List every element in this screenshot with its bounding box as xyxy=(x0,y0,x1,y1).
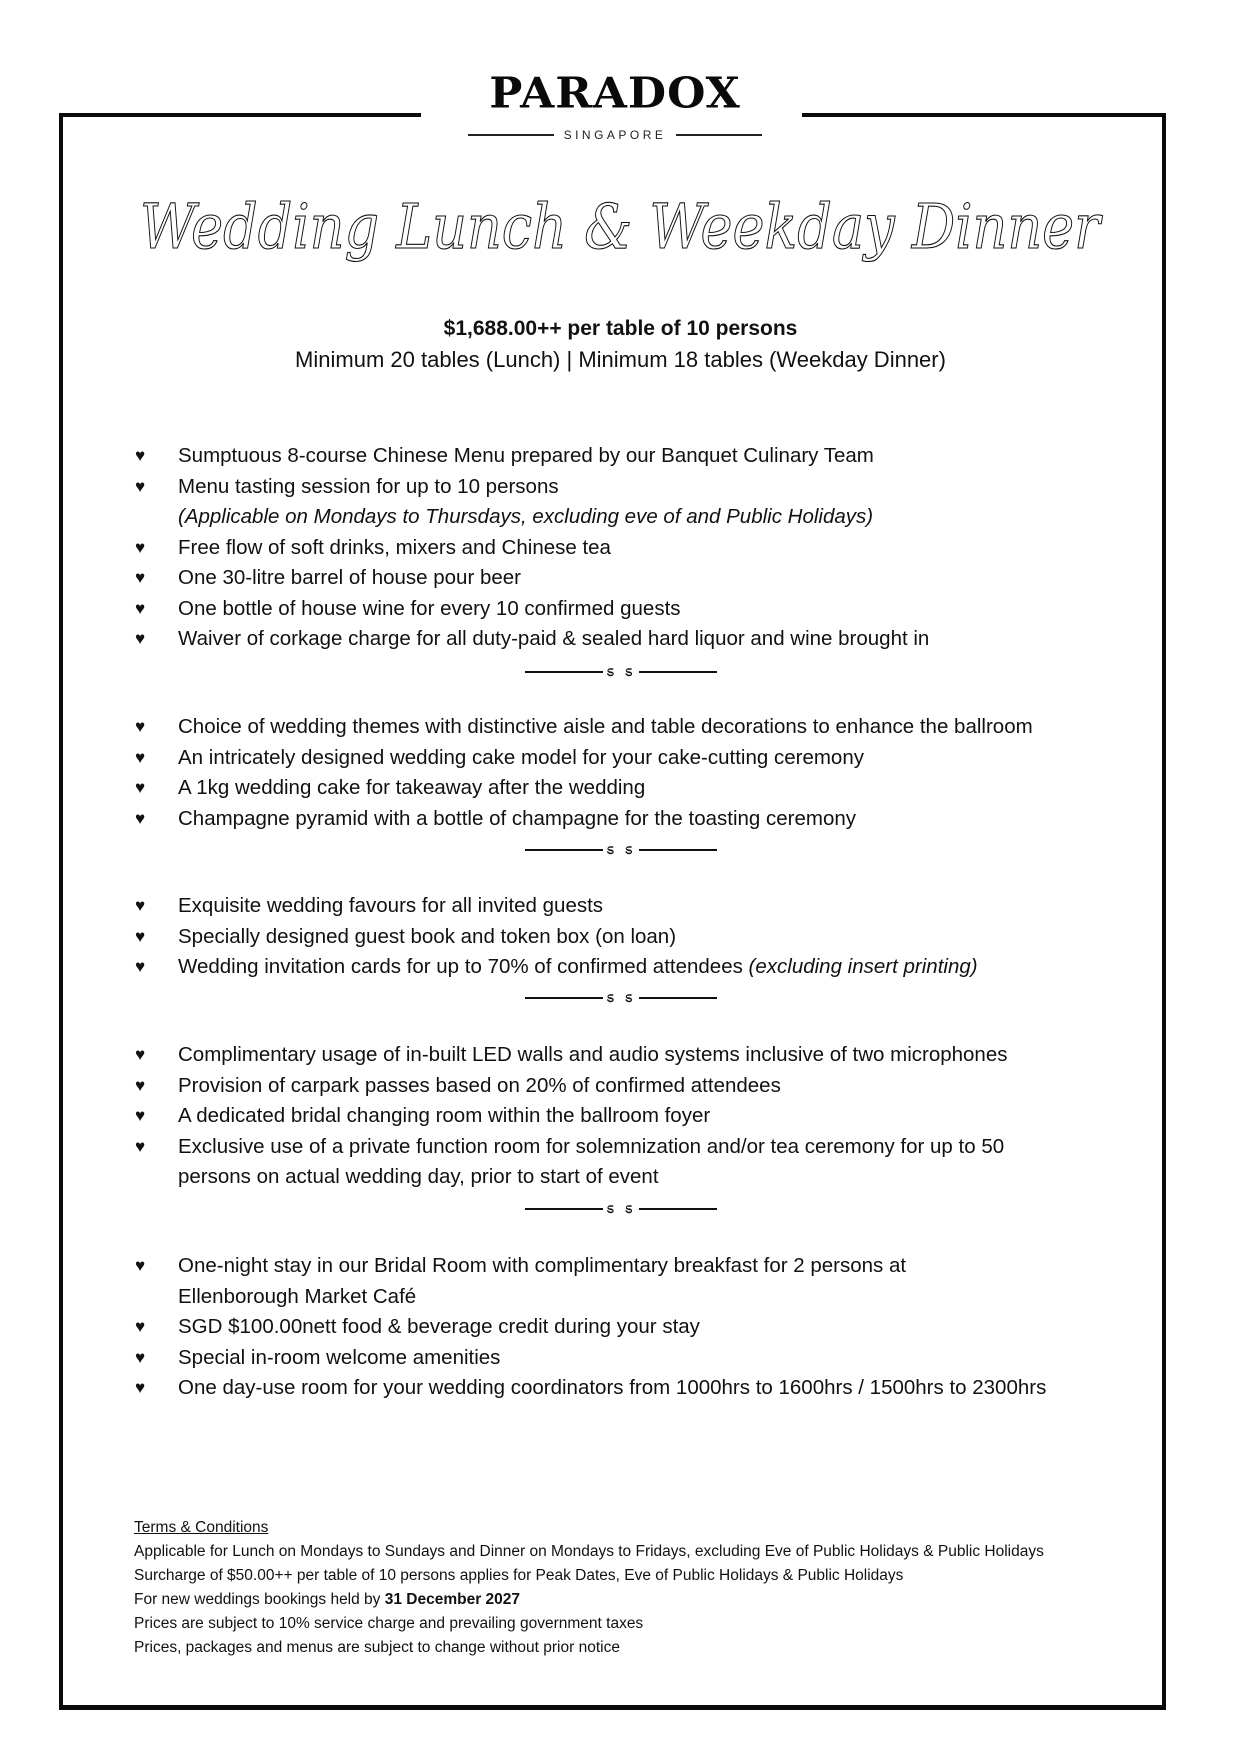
list-item: ♥ Specially designed guest book and token box (on loan) xyxy=(130,922,1140,953)
price-line: $1,688.00++ per table of 10 persons xyxy=(443,317,798,340)
heart-icon: ♥ xyxy=(135,957,146,976)
section-divider xyxy=(525,990,717,1006)
inclusions-group-facilities xyxy=(130,1040,1140,1193)
section-divider xyxy=(525,664,717,680)
flourish-divider-icon: ಽ ಽ xyxy=(606,990,636,1006)
terms-and-conditions xyxy=(134,1516,1154,1660)
inclusions-group-favours xyxy=(130,891,1140,983)
list-item: ♥ Exclusive use of a private function room for solemnization and/or tea ceremony for up to 50 xyxy=(130,1132,1140,1163)
inclusions-group-accommodation xyxy=(130,1251,1140,1404)
brand-location-row xyxy=(440,128,790,142)
list-item: ♥ Wedding invitation cards for up to 70% of confirmed attendees (excluding insert printing) xyxy=(130,952,1140,983)
heart-icon: ♥ xyxy=(135,1347,146,1367)
heart-icon: ♥ xyxy=(135,1317,146,1336)
script-title-graphic xyxy=(100,170,1140,290)
logo-rule-right xyxy=(676,134,762,136)
heart-icon: ♥ xyxy=(135,1256,146,1275)
frame-top-left-rule xyxy=(59,113,421,117)
heart-icon: ♥ xyxy=(135,1106,146,1125)
list-item: ♥ Exquisite wedding favours for all invited guests xyxy=(130,891,1140,922)
terms-line: Applicable for Lunch on Mondays to Sundays and Dinner on Mondays to Fridays, excluding Eve of Public Holidays & Public Holidays xyxy=(134,1543,1044,1560)
heart-icon: ♥ xyxy=(135,568,146,587)
heart-icon: ♥ xyxy=(135,778,146,797)
heart-icon: ♥ xyxy=(135,537,146,557)
list-item: ♥ Sumptuous 8-course Chinese Menu prepared by our Banquet Culinary Team xyxy=(130,441,1140,472)
list-item: ♥ A 1kg wedding cake for takeaway after the wedding xyxy=(130,773,1140,804)
flourish-divider-icon: ಽ ಽ xyxy=(606,1201,636,1217)
list-item-continuation: Ellenborough Market Café xyxy=(178,1284,417,1308)
heart-icon: ♥ xyxy=(135,747,146,767)
heart-icon: ♥ xyxy=(135,598,146,618)
inclusions-group-food-beverage xyxy=(130,441,1140,655)
list-item: ♥ One 30-litre barrel of house pour beer xyxy=(130,563,1140,594)
list-item: ♥ Provision of carpark passes based on 20% of confirmed attendees xyxy=(130,1071,1140,1102)
logo-rule-left xyxy=(468,134,554,136)
list-item: ♥ An intricately designed wedding cake model for your cake-cutting ceremony xyxy=(130,743,1140,774)
list-item: ♥ Free flow of soft drinks, mixers and Chinese tea xyxy=(130,533,1140,564)
brand-name: PARADOX xyxy=(489,69,741,118)
list-item: ♥ Complimentary usage of in-built LED walls and audio systems inclusive of two microphones xyxy=(130,1040,1140,1071)
heart-icon: ♥ xyxy=(135,629,146,648)
frame-top-right-rule xyxy=(802,113,1166,117)
flourish-divider-icon: ಽ ಽ xyxy=(606,842,636,858)
heart-icon: ♥ xyxy=(135,926,146,946)
list-item: ♥ A dedicated bridal changing room within the ballroom foyer xyxy=(130,1101,1140,1132)
heart-icon: ♥ xyxy=(135,896,146,915)
list-item: ♥ Menu tasting session for up to 10 persons xyxy=(130,472,1140,503)
list-item-continuation: persons on actual wedding day, prior to start of event xyxy=(178,1165,659,1188)
heart-icon: ♥ xyxy=(135,717,146,736)
list-item: ♥ One-night stay in our Bridal Room with complimentary breakfast for 2 persons at xyxy=(130,1251,1140,1282)
booking-deadline: 31 December 2027 xyxy=(384,1591,521,1608)
inclusions-group-decor xyxy=(130,712,1140,834)
list-item: ♥ One bottle of house wine for every 10 confirmed guests xyxy=(130,594,1140,625)
list-item: ♥ SGD $100.00nett food & beverage credit during your stay xyxy=(130,1312,1140,1343)
terms-line: Prices are subject to 10% service charge and prevailing government taxes xyxy=(134,1615,644,1632)
section-divider xyxy=(525,1201,717,1217)
list-item: ♥ Choice of wedding themes with distinctive aisle and table decorations to enhance the ballroom xyxy=(130,712,1140,743)
heart-icon: ♥ xyxy=(135,1378,146,1397)
terms-heading: Terms & Conditions xyxy=(134,1519,269,1536)
heart-icon: ♥ xyxy=(135,1075,146,1095)
heart-icon: ♥ xyxy=(135,1045,146,1064)
section-divider xyxy=(525,842,717,858)
heart-icon: ♥ xyxy=(135,476,146,496)
frame-bottom-rule xyxy=(59,1705,1166,1710)
minimum-tables-line: Minimum 20 tables (Lunch) | Minimum 18 tables (Weekday Dinner) xyxy=(295,347,946,372)
list-item: ♥ Champagne pyramid with a bottle of champagne for the toasting ceremony xyxy=(130,804,1140,835)
brand-logo xyxy=(440,70,790,142)
list-item: ♥ Special in-room welcome amenities xyxy=(130,1343,1140,1374)
heart-icon: ♥ xyxy=(135,446,146,465)
flourish-divider-icon: ಽ ಽ xyxy=(606,664,636,680)
page-title xyxy=(100,170,1140,290)
brand-location: SINGAPORE xyxy=(563,128,667,142)
title-text: Wedding Lunch & Weekday Dinner xyxy=(140,190,1103,263)
terms-line: Prices, packages and menus are subject to change without prior notice xyxy=(134,1639,620,1656)
heart-icon: ♥ xyxy=(135,808,146,828)
terms-line-booking: For new weddings bookings held by 31 December 2027 xyxy=(134,1591,521,1608)
list-item-subnote: (Applicable on Mondays to Thursdays, excluding eve of and Public Holidays) xyxy=(178,505,874,528)
heart-icon: ♥ xyxy=(135,1136,146,1156)
terms-line: Surcharge of $50.00++ per table of 10 persons applies for Peak Dates, Eve of Public Holidays & Public Holidays xyxy=(134,1567,904,1584)
list-item: ♥ Waiver of corkage charge for all duty-paid & sealed hard liquor and wine brought in xyxy=(130,624,1140,655)
list-item: ♥ One day-use room for your wedding coordinators from 1000hrs to 1600hrs / 1500hrs to 2300hrs xyxy=(130,1373,1140,1404)
